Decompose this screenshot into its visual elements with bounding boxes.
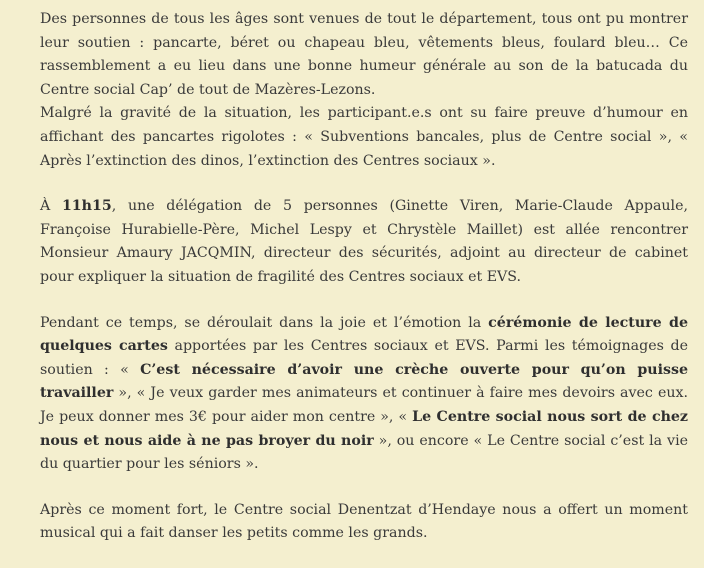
gathering-text: Des personnes de tous les âges sont venues de tout le département, tous ont pu montrer leur soutien : pancarte, béret ou chapeau bleu, vêtements bleus, foulard bleu… Ce rassemblement a eu lieu dans une bonne humeur générale au son de la batucada du Centre social Cap’ de tout de Mazères-Lezons. (40, 11, 688, 98)
music-text: Après ce moment fort, le Centre social Denentzat d’Hendaye nous a offert un moment musical qui a fait danser les petits comme les grands. (40, 501, 688, 542)
article-body (40, 8, 688, 568)
ceremony-text-4: », ou encore « Le Centre social c’est la vie du quartier pour les séniors ». (40, 432, 688, 473)
ceremony-text-2: apportées par les Centres sociaux et EVS. Parmi les témoignages de soutien : « (40, 338, 689, 378)
delegation-text: , une délégation de 5 personnes (Ginette Viren, Marie-Claude Appaule, Françoise Hurabielle-Père, Michel Lespy et Chrystèle Maillet) est allée rencontrer Monsieur Amaury JACQMIN, directeur des sécurités, adjoint au directeur de cabinet pour expliquer la situation de fragilité des Centres sociaux et EVS. (40, 198, 688, 285)
ceremony-highlight: cérémonie de lecture de quelques cartes (40, 314, 688, 355)
ceremony-text-1: Pendant ce temps, se déroulait dans la joie et l’émotion la (40, 314, 489, 331)
ceremony-text-3: », « Je veux garder mes animateurs et continuer à faire mes devoirs avec eux. Je peux donner mes 3€ pour aider mon centre », « (40, 385, 688, 425)
humour-text: Malgré la gravité de la situation, les participant.e.s ont su faire preuve d’humour en affichant des pancartes rigolotes : « Subventions bancales, plus de Centre social », « Après l’extinction des dinos, l’extinction des Centres sociaux ». (40, 105, 688, 169)
paragraph-gathering (40, 8, 688, 173)
paragraph-ceremony (40, 312, 688, 477)
quote-creche: C’est nécessaire d’avoir une crèche ouverte pour qu’on puisse travailler (40, 361, 688, 402)
quote-centre-social: Le Centre social nous sort de chez nous et nous aide à ne pas broyer du noir (40, 408, 688, 449)
paragraph-music (40, 499, 688, 546)
paragraph-delegation (40, 195, 688, 289)
delegation-prefix: À (40, 198, 62, 215)
delegation-time: 11h15 (61, 198, 112, 215)
